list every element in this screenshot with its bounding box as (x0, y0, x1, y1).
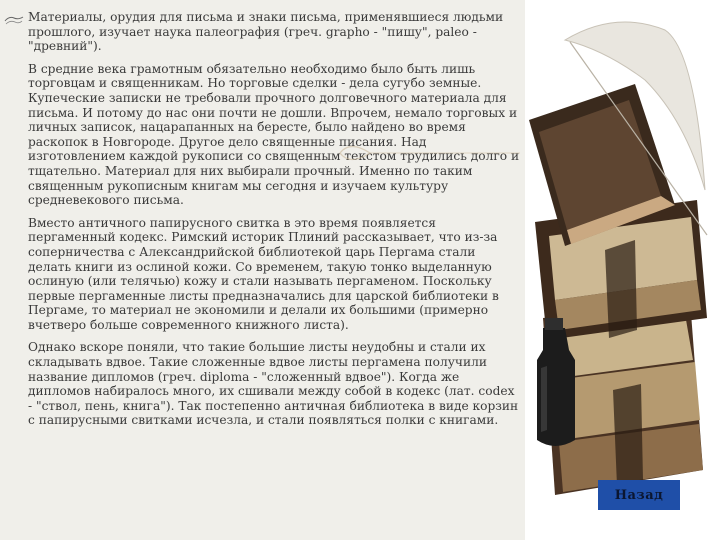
bullet-icon (4, 15, 24, 27)
old-books-with-quill-image (525, 0, 720, 540)
paragraph-diploma: Однако вскоре поняли, что такие большие листы неудобны и стали их складывать вдвое. Такие сложенные вдвое листы пергамена получили название дипломов (греч. diploma - "сложенный вдвое"). Когда же дипломов набиралось много, их сшивали между собой в кодекс (лат. codex - "ствол, пень, книга"). Так постепенно античная библиотека в виде корзин с папирусными свитками исчезла, и стали появляться полки с книгами. (28, 340, 519, 428)
paragraph-middle-ages: В средние века грамотным обязательно необходимо было быть лишь торговцам и священникам. Но торговые сделки - дела сугубо земные. Купеческие записки не требовали прочного долговечного материала для письма. И потому до нас они почти не дошли. Впрочем, немало торговых и личных записок, нацарапанных на бересте, было найдено во время раскопок в Новгороде. Другое дело священные писания. Над изготовлением каждой рукописи со священным текстом трудились долго и тщательно. Материал для них выбирали прочный. Именно по таким священным рукописным книгам мы сегодня и изучаем культуру средневекового письма. (28, 61, 520, 208)
paragraph-parchment-codex: Вместо античного папирусного свитка в это время появляется пергаменный кодекс. Римский историк Плиний рассказывает, что из-за соперничества с Александрийской библиотекой царь Пергама стали делать книги из ослиной кожи. Со временем, такую тонко выделанную ослиную (или телячью) кожу и стали называть пергаменом. Поскольку первые пергаменные листы предназначались для царской библиотеки в Пергаме, то материал не экономили и делали их большими (примерно вчетверо больше современного книжного листа). (28, 215, 499, 332)
back-button[interactable]: Назад (598, 480, 680, 510)
paragraph-paleography: Материалы, орудия для письма и знаки письма, применявшиеся людьми прошлого, изучает наука палеография (греч. grapho - "пишу", paleo - "древний"). (28, 10, 504, 54)
decorative-watermark (330, 138, 520, 168)
text-column (28, 10, 522, 436)
